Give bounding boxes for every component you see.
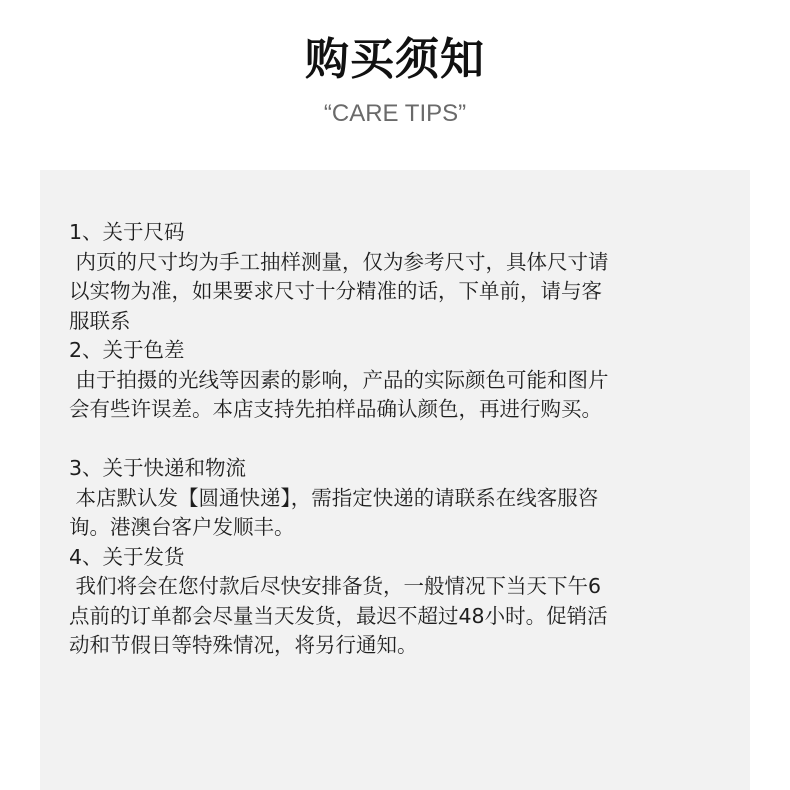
- notice-content: [69, 218, 719, 661]
- page-title: 购买须知: [305, 34, 485, 85]
- section-heading-size: 1、关于尺码: [69, 220, 185, 244]
- section-text-line: 以实物为准，如果要求尺寸十分精准的话，下单前，请与客: [69, 279, 602, 303]
- section-text-line: 会有些许误差。本店支持先拍样品确认颜色，再进行购买。: [69, 397, 602, 421]
- section-text-line: 本店默认发【圆通快递】，需指定快递的请联系在线客服咨: [69, 485, 599, 510]
- section-text-line: 由于拍摄的光线等因素的影响，产品的实际颜色可能和图片: [69, 367, 609, 392]
- section-heading-delivery: 4、关于发货: [69, 544, 185, 569]
- section-text-line: 点前的订单都会尽量当天发货，最迟不超过48小时。促销活: [69, 603, 608, 628]
- section-text-line: 询。港澳台客户发顺丰。: [69, 515, 295, 539]
- section-text-line: 内页的尺寸均为手工抽样测量，仅为参考尺寸，具体尺寸请: [69, 249, 609, 274]
- section-heading-shipping: 3、关于快递和物流: [69, 456, 247, 480]
- section-text-line: 我们将会在您付款后尽快安排备货，一般情况下当天下午6: [69, 574, 602, 598]
- section-text-line: 服联系: [69, 308, 131, 333]
- page-subtitle: “CARE TIPS”: [323, 100, 467, 127]
- section-heading-color: 2、关于色差: [69, 338, 185, 362]
- notice-panel: [40, 170, 750, 790]
- section-text-line: 动和节假日等特殊情况，将另行通知。: [69, 633, 418, 657]
- section-spacer: [69, 425, 719, 455]
